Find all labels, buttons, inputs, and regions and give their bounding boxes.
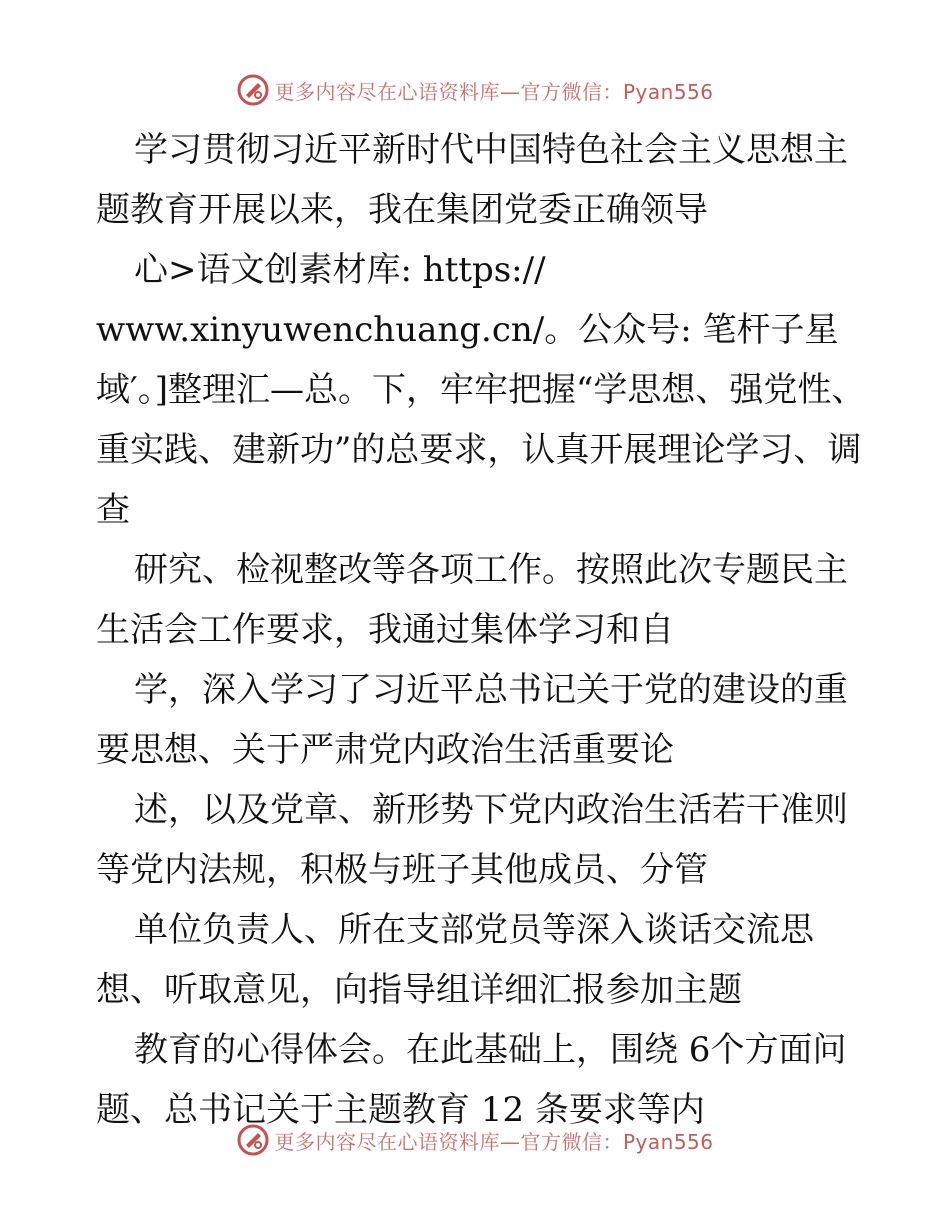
paragraph-2: 心>语文创素材库: https:// www.xinyuwenchuang.cn/。公众号: 笔杆子星域′。]整理汇—总。下，牢牢把握“学思想、强党性、重实践、建新功”的总要求，认真开展理论学习、调查 (96, 250, 866, 530)
watermark-text: 更多内容尽在心语资料库—官方微信：Pyan556 (274, 79, 714, 104)
paragraph-1: 学习贯彻习近平新时代中国特色社会主义思想主题教育开展以来，我在集团党委正确领导 (96, 130, 848, 230)
paragraph-6: 单位负责人、所在支部党员等深入谈话交流思想、听取意见，向指导组详细汇报参加主题 (96, 910, 814, 1010)
footer-watermark (0, 1120, 950, 1160)
header-watermark (0, 70, 950, 110)
paragraph-3: 研究、检视整改等各项工作。按照此次专题民主生活会工作要求，我通过集体学习和自 (96, 550, 848, 650)
paragraph-7: 教育的心得体会。在此基础上，围绕 6个方面问题、总书记关于主题教育 12 条要求等内 (96, 1030, 847, 1130)
paragraph-4: 学，深入学习了习近平总书记关于党的建设的重要思想、关于严肃党内政治生活重要论 (96, 670, 848, 770)
tag-pen-logo-icon (236, 73, 270, 107)
paragraph-5: 述，以及党章、新形势下党内政治生活若干准则等党内法规，积极与班子其他成员、分管 (96, 790, 848, 890)
tag-pen-logo-icon (236, 1123, 270, 1157)
watermark-text: 更多内容尽在心语资料库—官方微信：Pyan556 (274, 1129, 714, 1154)
document-body (96, 120, 876, 1140)
